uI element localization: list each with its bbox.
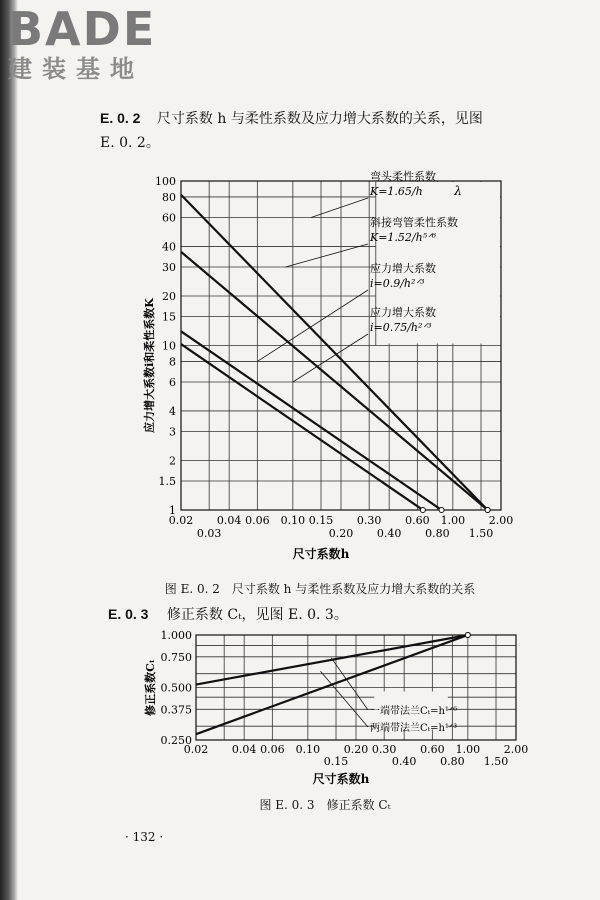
- y-tick-label: 20: [162, 289, 176, 303]
- series-formula-label-1: K=1.52/h⁵ᐟ⁶: [370, 231, 437, 244]
- y-tick-label: 1.000: [160, 629, 192, 642]
- chart-e03-correction: [0, 625, 600, 790]
- x-tick-label: 1.00: [440, 514, 466, 527]
- logo-main-text: BADE: [8, 2, 157, 56]
- x-tick-label: 0.80: [425, 527, 450, 540]
- x-tick-label: 2.00: [503, 743, 529, 756]
- x-tick-label: 0.30: [371, 743, 397, 756]
- y-tick-label: 0.375: [160, 703, 192, 717]
- y-tick-label: 0.250: [160, 734, 192, 747]
- y-tick-label: 0.750: [160, 650, 192, 664]
- series-endpoint-1: [465, 633, 470, 638]
- series-endpoint-2: [439, 508, 444, 513]
- series-name-label-3: 应力增大系数: [370, 306, 436, 319]
- section-e02-text: 尺寸系数 h 与柔性系数及应力增大系数的关系，见图: [156, 111, 483, 127]
- y-tick-label: 1: [169, 504, 176, 517]
- series-leader-line-0: [311, 198, 368, 217]
- series-name-label-2: 应力增大系数: [370, 262, 436, 275]
- y-tick-label: 6: [169, 375, 176, 389]
- y-tick-label: 60: [162, 211, 176, 225]
- series-leader-line-1: [286, 244, 368, 267]
- x-tick-label: 0.15: [308, 514, 334, 527]
- y-tick-label: 8: [169, 355, 176, 369]
- x-tick-label: 0.60: [405, 514, 430, 527]
- x-tick-label: 0.04: [231, 743, 257, 756]
- y-tick-label: 1.5: [158, 475, 176, 489]
- x-tick-label: 0.02: [168, 514, 194, 527]
- y-tick-label: 0.500: [160, 681, 192, 695]
- x-tick-label: 0.20: [328, 527, 354, 540]
- y-tick-label: 2: [169, 454, 176, 468]
- x-tick-label: 0.02: [183, 743, 209, 756]
- x-tick-label: 0.30: [356, 514, 382, 527]
- x-tick-label: 0.06: [260, 743, 285, 756]
- chart-e02-caption: 图 E. 0. 2 尺寸系数 h 与柔性系数及应力增大系数的关系: [164, 582, 476, 596]
- series-formula-label-0: K=1.65/h: [370, 185, 423, 198]
- chart-e02-flexibility: [0, 160, 600, 580]
- x-tick-label: 2.00: [488, 514, 514, 527]
- x-tick-label: 0.15: [323, 755, 349, 768]
- y-tick-label: 80: [162, 190, 176, 204]
- y-axis-label: 应力增大系数i和柔性系数K: [143, 298, 156, 433]
- chart-e03-caption: 图 E. 0. 3 修正系数 Cₜ: [259, 798, 391, 812]
- series-endpoint-3: [420, 508, 425, 513]
- y-tick-label: 15: [162, 310, 176, 324]
- y-tick-label: 4: [169, 404, 176, 418]
- series-formula-label-2: i=0.9/h²ᐟ³: [370, 277, 425, 290]
- x-tick-label: 0.40: [376, 527, 402, 540]
- x-tick-label: 1.50: [483, 755, 509, 768]
- series-name-label-1: 斜接弯管柔性系数: [370, 216, 458, 229]
- series-name-label-0: 弯头柔性系数: [370, 170, 436, 183]
- section-e03: [108, 602, 348, 627]
- logo-sub-text: 建装基地: [8, 55, 144, 83]
- y-tick-label: 10: [162, 339, 176, 353]
- series-endpoint-1: [485, 508, 490, 513]
- section-e03-text: 修正系数 Cₜ，见图 E. 0. 3。: [166, 607, 348, 623]
- x-tick-label: 0.06: [245, 514, 270, 527]
- series-formula-label-3: i=0.75/h²ᐟ³: [370, 321, 432, 334]
- series-label-0: 一端带法兰Cₜ=h¹ᐟ⁶: [370, 706, 458, 717]
- y-tick-label: 30: [162, 261, 176, 275]
- x-tick-label: 0.60: [420, 743, 445, 756]
- series-line-0: [196, 635, 468, 685]
- y-tick-label: 100: [155, 175, 176, 188]
- series-label-1: 两端带法兰Cₜ=h¹ᐟ³: [370, 723, 458, 734]
- section-e02-number: E. 0. 2: [100, 110, 141, 126]
- x-tick-label: 0.40: [391, 755, 417, 768]
- watermark-logo: [8, 4, 156, 84]
- x-tick-label: 1.00: [455, 743, 481, 756]
- series-leader-line-2: [257, 290, 368, 361]
- x-tick-label: 0.03: [196, 527, 222, 540]
- corner-label: λ: [454, 184, 462, 198]
- section-e02-text-cont: E. 0. 2。: [100, 135, 160, 151]
- x-tick-label: 0.20: [343, 743, 369, 756]
- x-tick-label: 0.10: [280, 514, 306, 527]
- y-tick-label: 40: [162, 240, 176, 254]
- x-axis-label: 尺寸系数h: [292, 547, 350, 561]
- x-tick-label: 0.04: [216, 514, 242, 527]
- page-number: · 132 ·: [125, 830, 164, 844]
- y-tick-label: 3: [169, 425, 176, 439]
- x-tick-label: 0.10: [295, 743, 321, 756]
- x-axis-label: 尺寸系数h: [312, 772, 370, 786]
- y-axis-label: 修正系数Cₜ: [144, 659, 157, 716]
- series-line-3: [181, 344, 423, 510]
- section-e02: [100, 106, 483, 155]
- series-line-2: [181, 331, 442, 510]
- x-tick-label: 0.80: [440, 755, 465, 768]
- x-tick-label: 1.50: [468, 527, 494, 540]
- section-e03-number: E. 0. 3: [108, 606, 149, 622]
